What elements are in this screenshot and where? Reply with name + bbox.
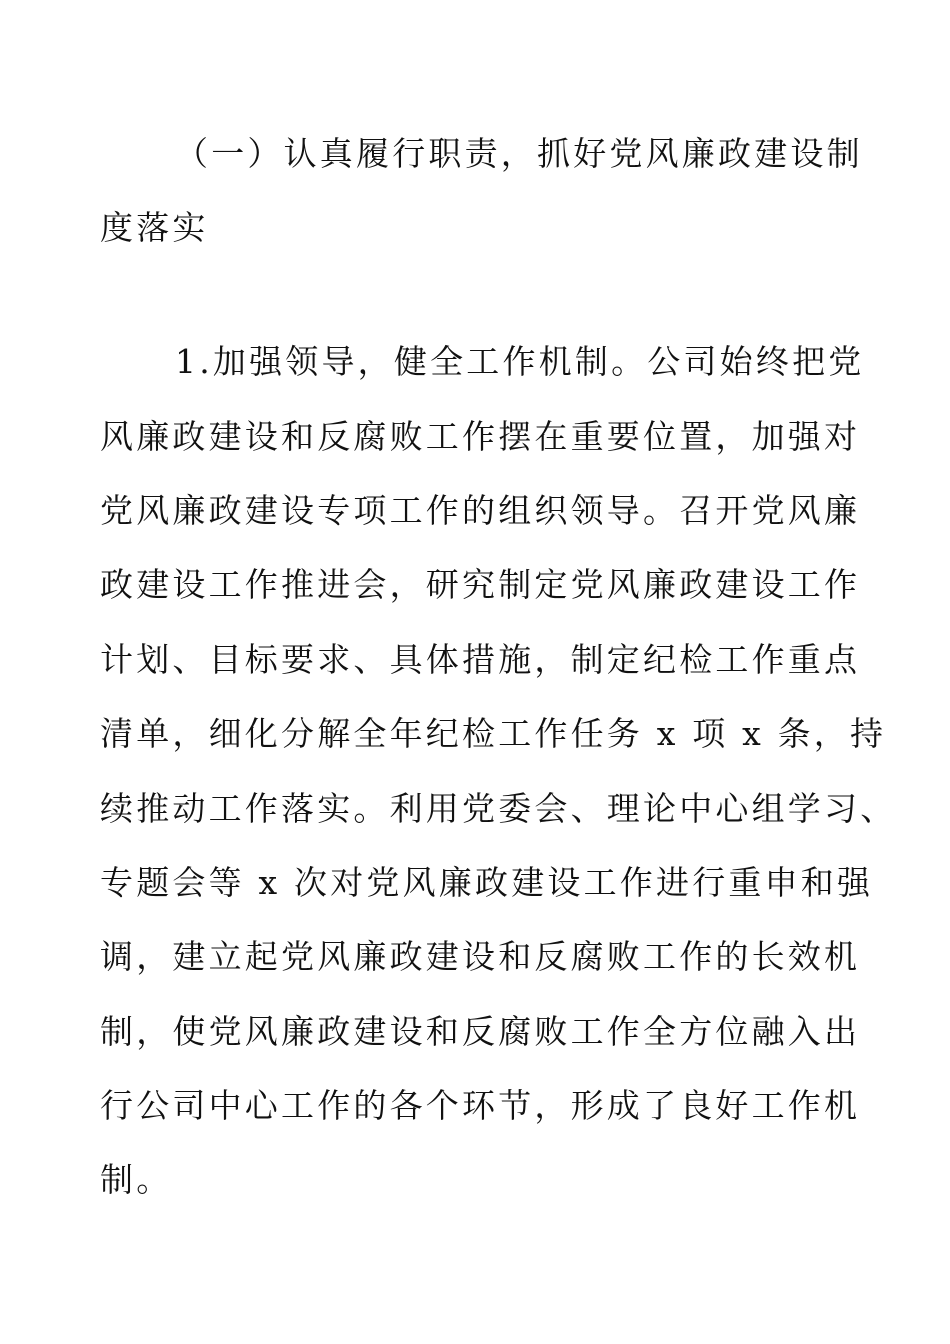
paragraph-line: 计划、目标要求、具体措施，制定纪检工作重点 — [100, 640, 861, 679]
paragraph-line: 续推动工作落实。利用党委会、理论中心组学习、 — [100, 789, 897, 828]
paragraph-line: 1.加强领导，健全工作机制。公司始终把党 — [175, 342, 865, 381]
paragraph-line: 制，使党风廉政建设和反腐败工作全方位融入出 — [100, 1012, 861, 1051]
paragraph-line: 行公司中心工作的各个环节，形成了良好工作机 — [100, 1086, 861, 1125]
section-heading-line: 度落实 — [100, 208, 209, 247]
paragraph-line: 风廉政建设和反腐败工作摆在重要位置，加强对 — [100, 417, 861, 456]
paragraph-line: 政建设工作推进会，研究制定党风廉政建设工作 — [100, 565, 861, 604]
section-heading-line: （一）认真履行职责，抓好党风廉政建设制 — [175, 134, 863, 173]
paragraph-line: 党风廉政建设专项工作的组织领导。召开党风廉 — [100, 491, 861, 530]
paragraph-line: 专题会等 x 次对党风廉政建设工作进行重申和强 — [100, 863, 874, 902]
paragraph-line: 制。 — [100, 1160, 173, 1199]
paragraph-line: 调，建立起党风廉政建设和反腐败工作的长效机 — [100, 937, 861, 976]
paragraph-line: 清单，细化分解全年纪检工作任务 x 项 x 条，持 — [100, 714, 887, 753]
